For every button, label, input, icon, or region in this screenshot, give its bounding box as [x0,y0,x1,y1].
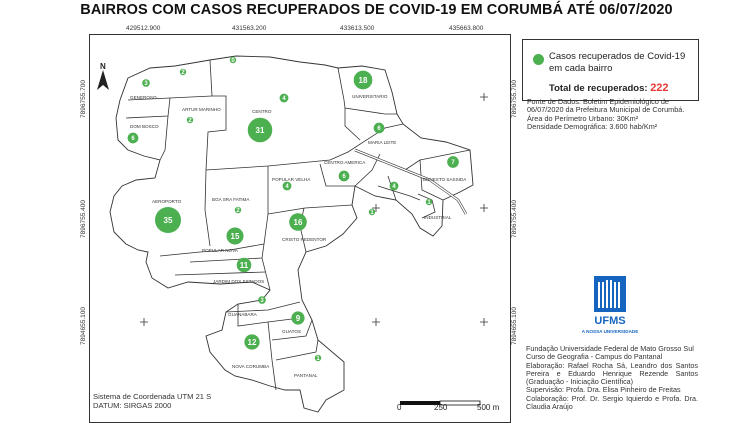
credit-line: Elaboração: Rafael Rocha Sá, Leandro dos Santos Pereira e Eduardo Henrique Rezende Santos (Graduação - Iniciação Científica) [526,360,698,387]
credit-line: Colaboração: Prof. Dr. Sergio Iquierdo e Profa. Dra. Claudia Araújo [526,393,698,412]
case-count: 2 [188,118,192,124]
case-count: 1 [370,210,374,216]
case-count: 4 [392,184,396,190]
case-count: 3 [260,298,264,304]
case-count: 0 [231,58,235,64]
label-maria-leite: MARIA LEITE [368,140,397,145]
case-count: 18 [358,76,368,85]
crs-line: Sistema de Coordenada UTM 21 S [93,392,212,401]
scale-label-0: 0 [397,403,402,412]
case-count: 16 [293,218,303,227]
label-pantanal: PANTANAL [294,373,318,378]
legend-box [522,39,699,101]
label-industrial: INDUSTRIAL [424,215,452,220]
coordinate-system [93,393,211,410]
grid-x-label: 431563.200 [232,25,267,32]
label-bga-sra-fatima: BGA SRA FATIMA [212,197,250,202]
north-arrow [97,62,109,90]
legend-total-value: 222 [650,82,669,94]
credit-line: Supervisão: Profa. Dra. Elisa Pinheiro de Freitas [526,385,681,395]
grid-y-label-left: 7896755.700 [80,80,87,118]
legend-total-label: Total de recuperados: [549,83,648,94]
scale-label-500: 500 m [477,403,500,412]
label-universitario: UNIVERSITARIO [352,94,388,99]
label-nova-corumba: NOVA CORUMBA [232,364,270,369]
credit-line: Fundação Universidade Federal de Mato Grosso Sul [526,344,694,353]
scale-bar [397,401,500,412]
case-count: 6 [377,126,381,132]
label-generoso: GENEROSO [130,95,157,100]
case-count: 9 [295,314,301,323]
north-label: N [100,62,106,71]
label-popular-nova: POPULAR NOVA [202,248,238,253]
data-sources [527,98,697,132]
label-dom-bosco: DOM BOSCO [130,124,159,129]
label-guanabara: GUANABARA [228,312,257,317]
case-count: 3 [144,81,148,87]
source-line: Densidade Demográfica: 3.600 hab/Km² [527,122,658,132]
case-count: 12 [247,338,257,347]
label-cristo-redentor: CRISTO REDENTOR [282,237,327,242]
map-credits [526,345,698,411]
scale-label-250: 250 [434,403,448,412]
grid-x-label: 429512.900 [126,25,161,32]
grid-y-label-right: 7896755.700 [511,80,518,118]
label-guatos: GUATOS [282,329,301,334]
case-count: 15 [230,232,240,241]
case-count: 1 [427,200,431,206]
logo-acronym: UFMS [594,315,626,327]
label-ernesto-sassida: ERNESTO SASSIDA [423,177,467,182]
source-line: Fonte de Dados: Boletim Epidemiológico de 06/07/2020 da Prefeitura Municipal de Corumbá. [527,97,685,115]
urban-area-outline [110,56,473,412]
legend-total [549,82,669,94]
map-title: BAIRROS COM CASOS RECUPERADOS DE COVID-19 EM CORUMBÁ ATÉ 06/07/2020 [80,2,673,18]
case-count: 31 [255,126,265,135]
source-line: Área do Perímetro Urbano: 30Km² [527,113,639,123]
case-count: 4 [285,184,289,190]
legend-label: Casos recuperados de Covid-19 em cada bairro [549,51,686,74]
logo-tagline: A NOSSA UNIVERSIDADE [581,329,639,334]
label-aeroporto: AEROPORTO [152,199,182,204]
grid-y-label-left: 7896755.400 [80,200,87,238]
label-centro-america: CENTRO AMERICA [324,160,366,165]
grid-y-label-right: 7896755.400 [511,200,518,238]
case-count: 35 [163,216,173,225]
grid-y-label-left: 7894655.100 [80,307,87,345]
case-count: 1 [316,356,320,362]
label-jardim-dos-estados: JARDIM DOS ESTADOS [213,279,265,284]
label-artur-marinho: ARTUR MARINHO [182,107,221,112]
legend-dot-icon [533,54,544,65]
case-count: 6 [342,174,346,180]
grid-x-label: 435663.800 [449,25,484,32]
label-popular-velha: POPULAR VELHA [272,177,311,182]
case-count: 2 [236,208,240,214]
grid-y-label-right: 7894655.100 [511,307,518,345]
grid-x-label: 433613.500 [340,25,375,32]
credit-line: Curso de Geografia - Campus do Pantanal [526,352,663,362]
case-count: 7 [451,160,455,166]
label-centro: CENTRO [252,109,272,114]
ufms-logo [578,272,640,338]
crs-line: DATUM: SIRGAS 2000 [93,400,172,410]
north-arrow-icon [97,70,109,90]
case-count: 4 [282,96,286,102]
case-count: 6 [131,136,135,142]
case-count: 2 [181,70,185,76]
case-count: 11 [239,261,249,270]
